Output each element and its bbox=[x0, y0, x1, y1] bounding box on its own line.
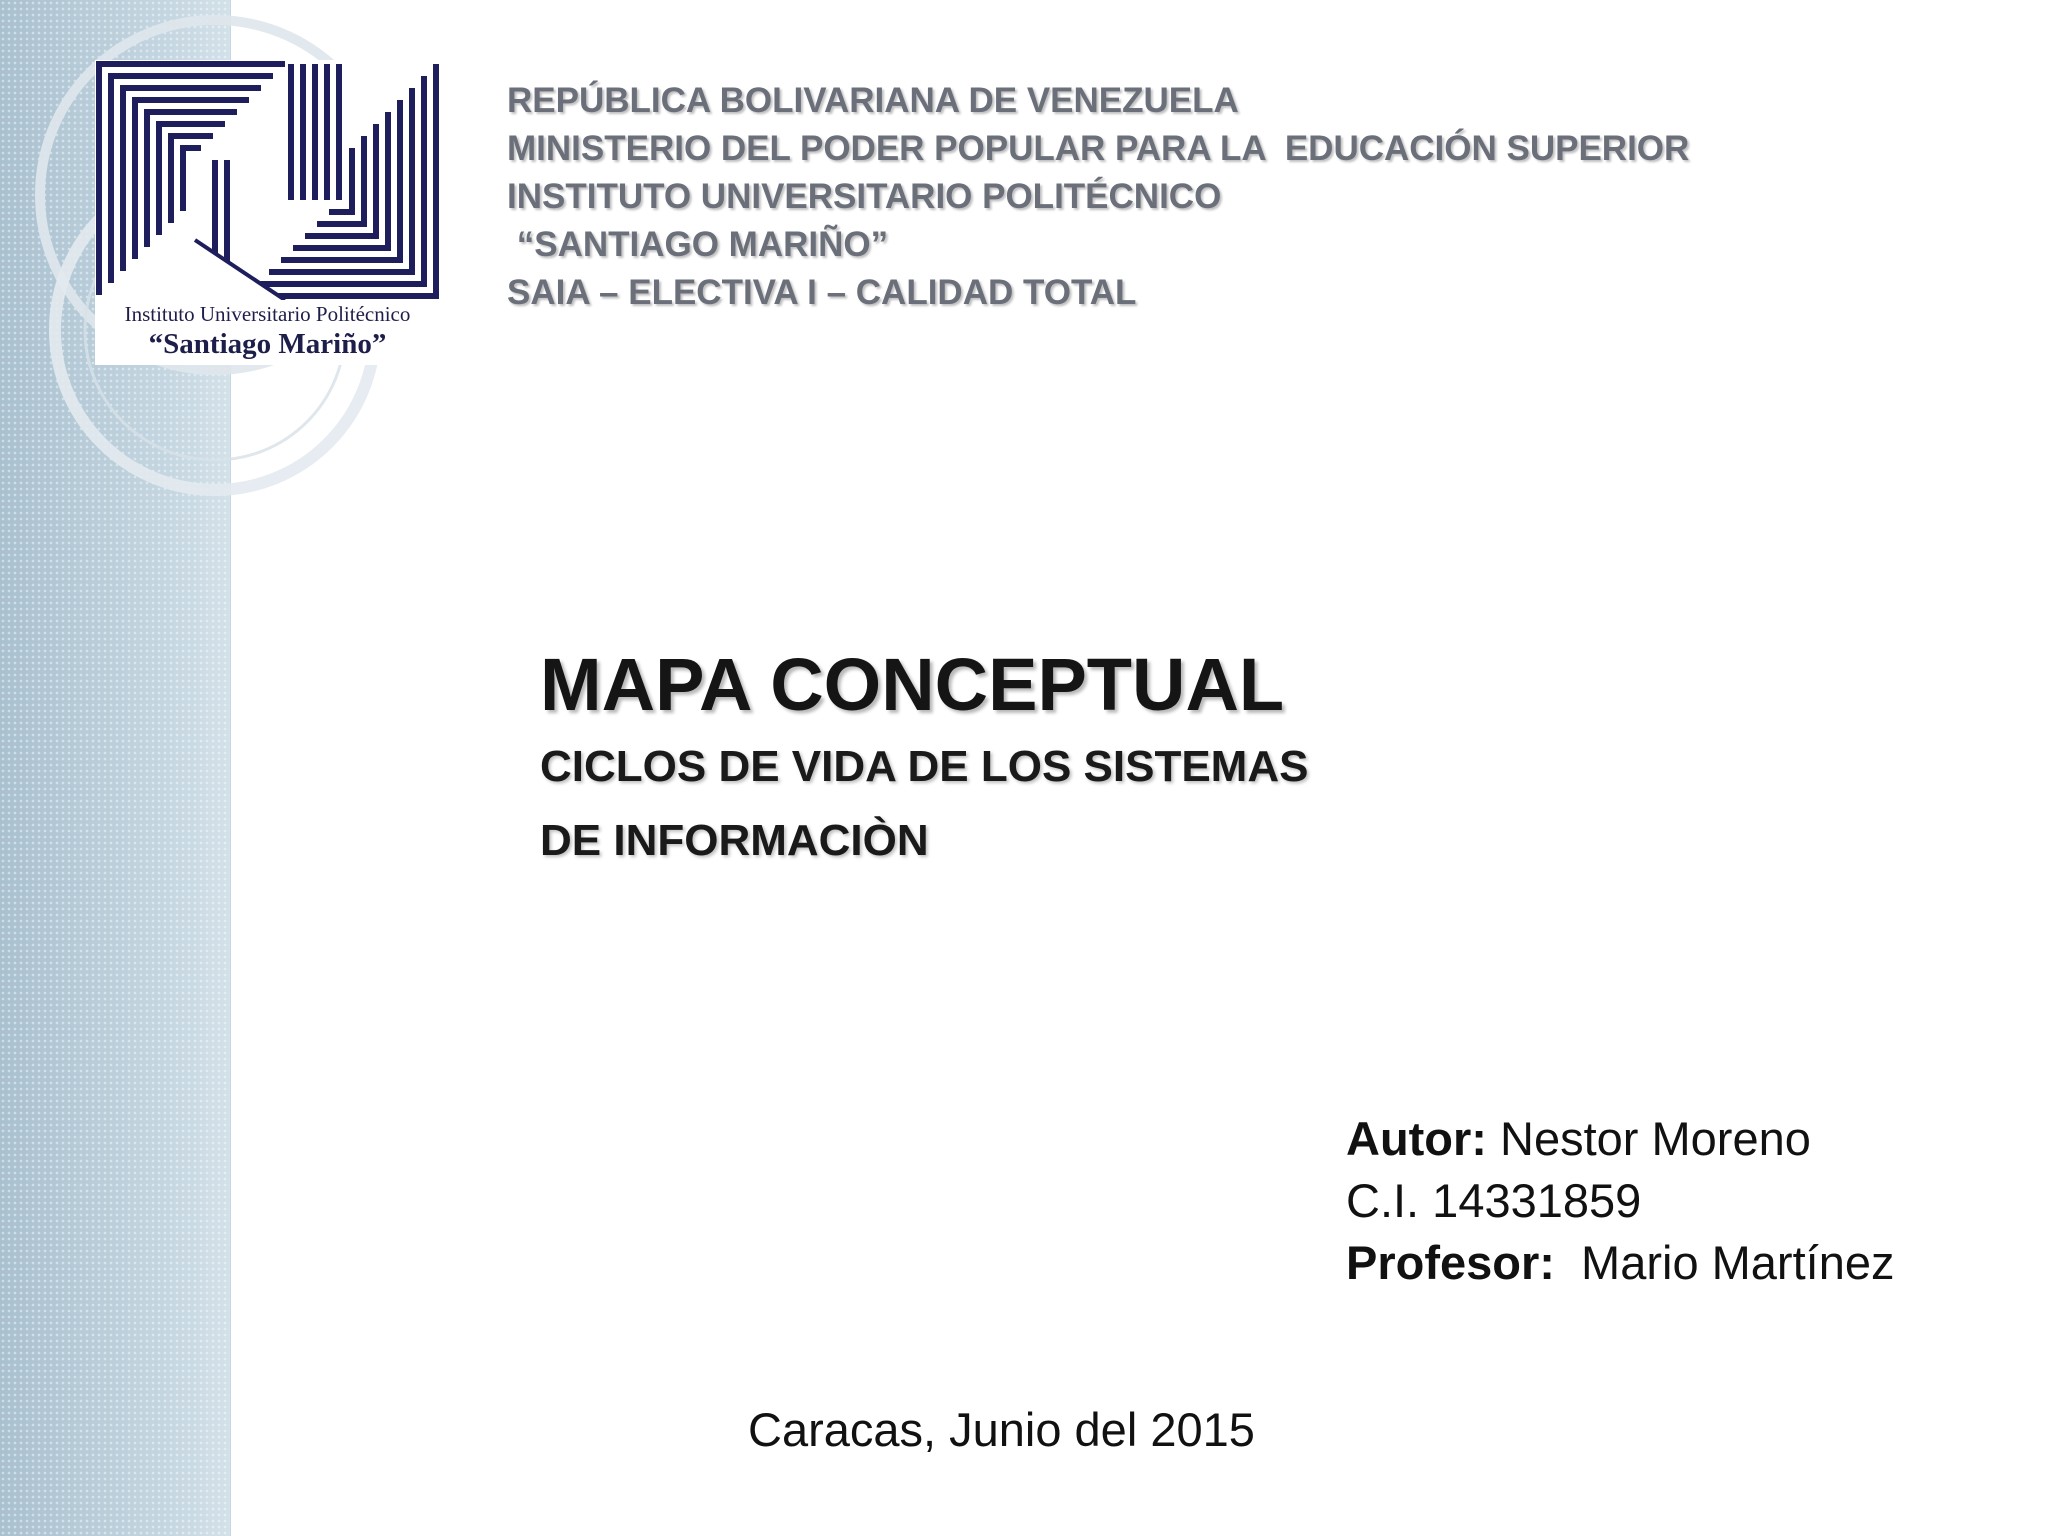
header-line-institute: INSTITUTO UNIVERSITARIO POLITÉCNICO bbox=[507, 177, 1222, 216]
subtitle-line-2: DE INFORMACIÒN bbox=[540, 816, 929, 865]
header-line-institute-name: “SANTIAGO MARIÑO” bbox=[507, 225, 889, 264]
professor-label: Profesor: bbox=[1346, 1236, 1555, 1289]
institution-header bbox=[507, 77, 1967, 317]
professor-line bbox=[1346, 1232, 2026, 1294]
place-date: Caracas, Junio del 2015 bbox=[748, 1403, 1255, 1456]
author-line bbox=[1346, 1108, 2026, 1170]
logo-emblem bbox=[95, 60, 440, 300]
author-name: Nestor Moreno bbox=[1486, 1112, 1811, 1165]
subtitle-line-1: CICLOS DE VIDA DE LOS SISTEMAS bbox=[540, 742, 1309, 791]
logo-caption-name: “Santiago Mariño” bbox=[148, 328, 387, 360]
author-id: C.I. 14331859 bbox=[1346, 1174, 1642, 1227]
header-line-republic: REPÚBLICA BOLIVARIANA DE VENEZUELA bbox=[507, 81, 1239, 120]
header-line-course: SAIA – ELECTIVA I – CALIDAD TOTAL bbox=[507, 273, 1137, 312]
author-label: Autor: bbox=[1346, 1112, 1487, 1165]
logo-caption-institute: Instituto Universitario Politécnico bbox=[124, 302, 411, 326]
page-title: MAPA CONCEPTUAL bbox=[540, 643, 1285, 726]
header-line-ministry: MINISTERIO DEL PODER POPULAR PARA LA EDUCACIÓN SUPERIOR bbox=[507, 129, 1690, 168]
title-block bbox=[540, 640, 1740, 878]
author-block bbox=[1346, 1108, 2026, 1294]
professor-name: Mario Martínez bbox=[1554, 1236, 1895, 1289]
institute-logo bbox=[95, 60, 440, 365]
